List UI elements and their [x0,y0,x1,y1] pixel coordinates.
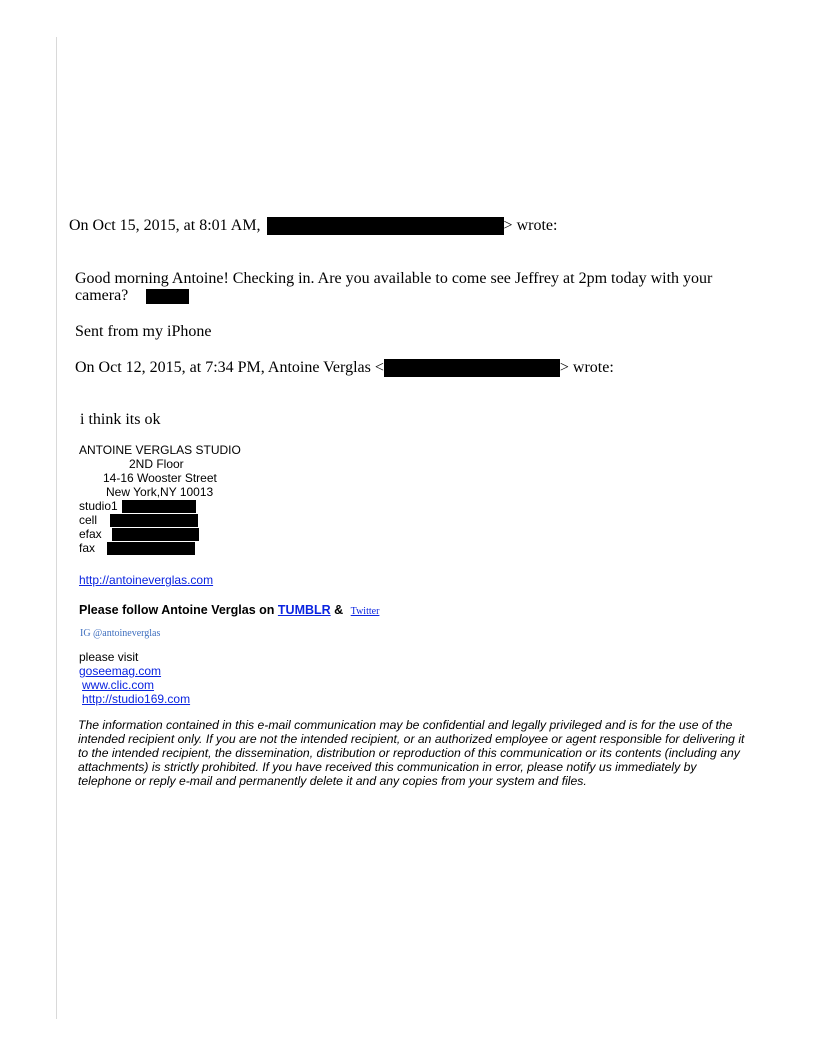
sent-from-line: Sent from my iPhone [75,323,212,340]
clic-link-row [82,678,154,692]
signature-studio-name: ANTOINE VERGLAS STUDIO [79,443,241,457]
please-visit: please visit [79,650,139,664]
cell-label: cell [79,513,98,527]
quote-header [75,359,614,377]
redacted-studio1-number [122,500,196,513]
website-link[interactable]: http://antoineverglas.com [79,573,214,587]
redacted-efax-number [112,528,199,541]
message-line-2 [75,287,189,305]
tumblr-link[interactable]: TUMBLR [277,603,331,617]
redacted-sender-email [267,217,504,235]
signature-studio1-row [79,499,196,513]
follow-line [79,603,379,619]
twitter-link[interactable]: Twitter [350,606,380,617]
redacted-fax-number [107,542,195,555]
quote-header-suffix: > wrote: [559,359,614,376]
page-margin-line [56,37,57,1019]
redacted-cell-number [110,514,198,527]
redacted-antoine-email [384,359,560,377]
follow-prefix: Please follow Antoine Verglas on [79,603,275,617]
website-link-row [79,573,213,587]
signature-cell-row [79,513,198,527]
studio1-label: studio1 [79,499,118,513]
quote-header-prefix: On Oct 12, 2015, at 7:34 PM, Antoine Verglas < [75,359,384,376]
message-line-1: Good morning Antoine! Checking in. Are you available to come see Jeffrey at 2pm today with your [75,270,713,287]
efax-label: efax [79,527,102,541]
clic-link[interactable]: www.clic.com [82,678,155,692]
signature-city: New York,NY 10013 [106,485,214,499]
ampersand: & [334,603,344,617]
redacted-phone [146,289,189,304]
reply-text: i think its ok [80,411,161,428]
studio169-link-row [82,692,190,706]
confidentiality-disclaimer: The information contained in this e-mail communication may be confidential and legally privileged and is for the use of the intended recipient only. If you are not the intended recipient, or an authorized employee or agent responsible for delivering it to the intended recipient, the dissemination, distribution or reproduction of this communication or its contents (including any attachments) is strictly prohibited. If you have received this communication in error, please notify us immediately by telephone or reply e-mail and permanently delete it and any copies from your system and files. [78,718,745,788]
goseemag-link-row [79,664,161,678]
forward-header-suffix: > wrote: [503,217,558,234]
signature-fax-row [79,541,195,555]
studio169-link[interactable]: http://studio169.com [82,692,191,706]
message-line-2-text: camera? [75,287,129,304]
signature-floor: 2ND Floor [129,457,184,471]
fax-label: fax [79,541,96,555]
signature-street: 14-16 Wooster Street [103,471,217,485]
goseemag-link[interactable]: goseemag.com [79,664,162,678]
instagram-handle[interactable]: IG @antoineverglas [80,628,161,639]
forward-header-prefix: On Oct 15, 2015, at 8:01 AM, [69,217,261,234]
forward-header [69,217,557,235]
signature-efax-row [79,527,199,541]
